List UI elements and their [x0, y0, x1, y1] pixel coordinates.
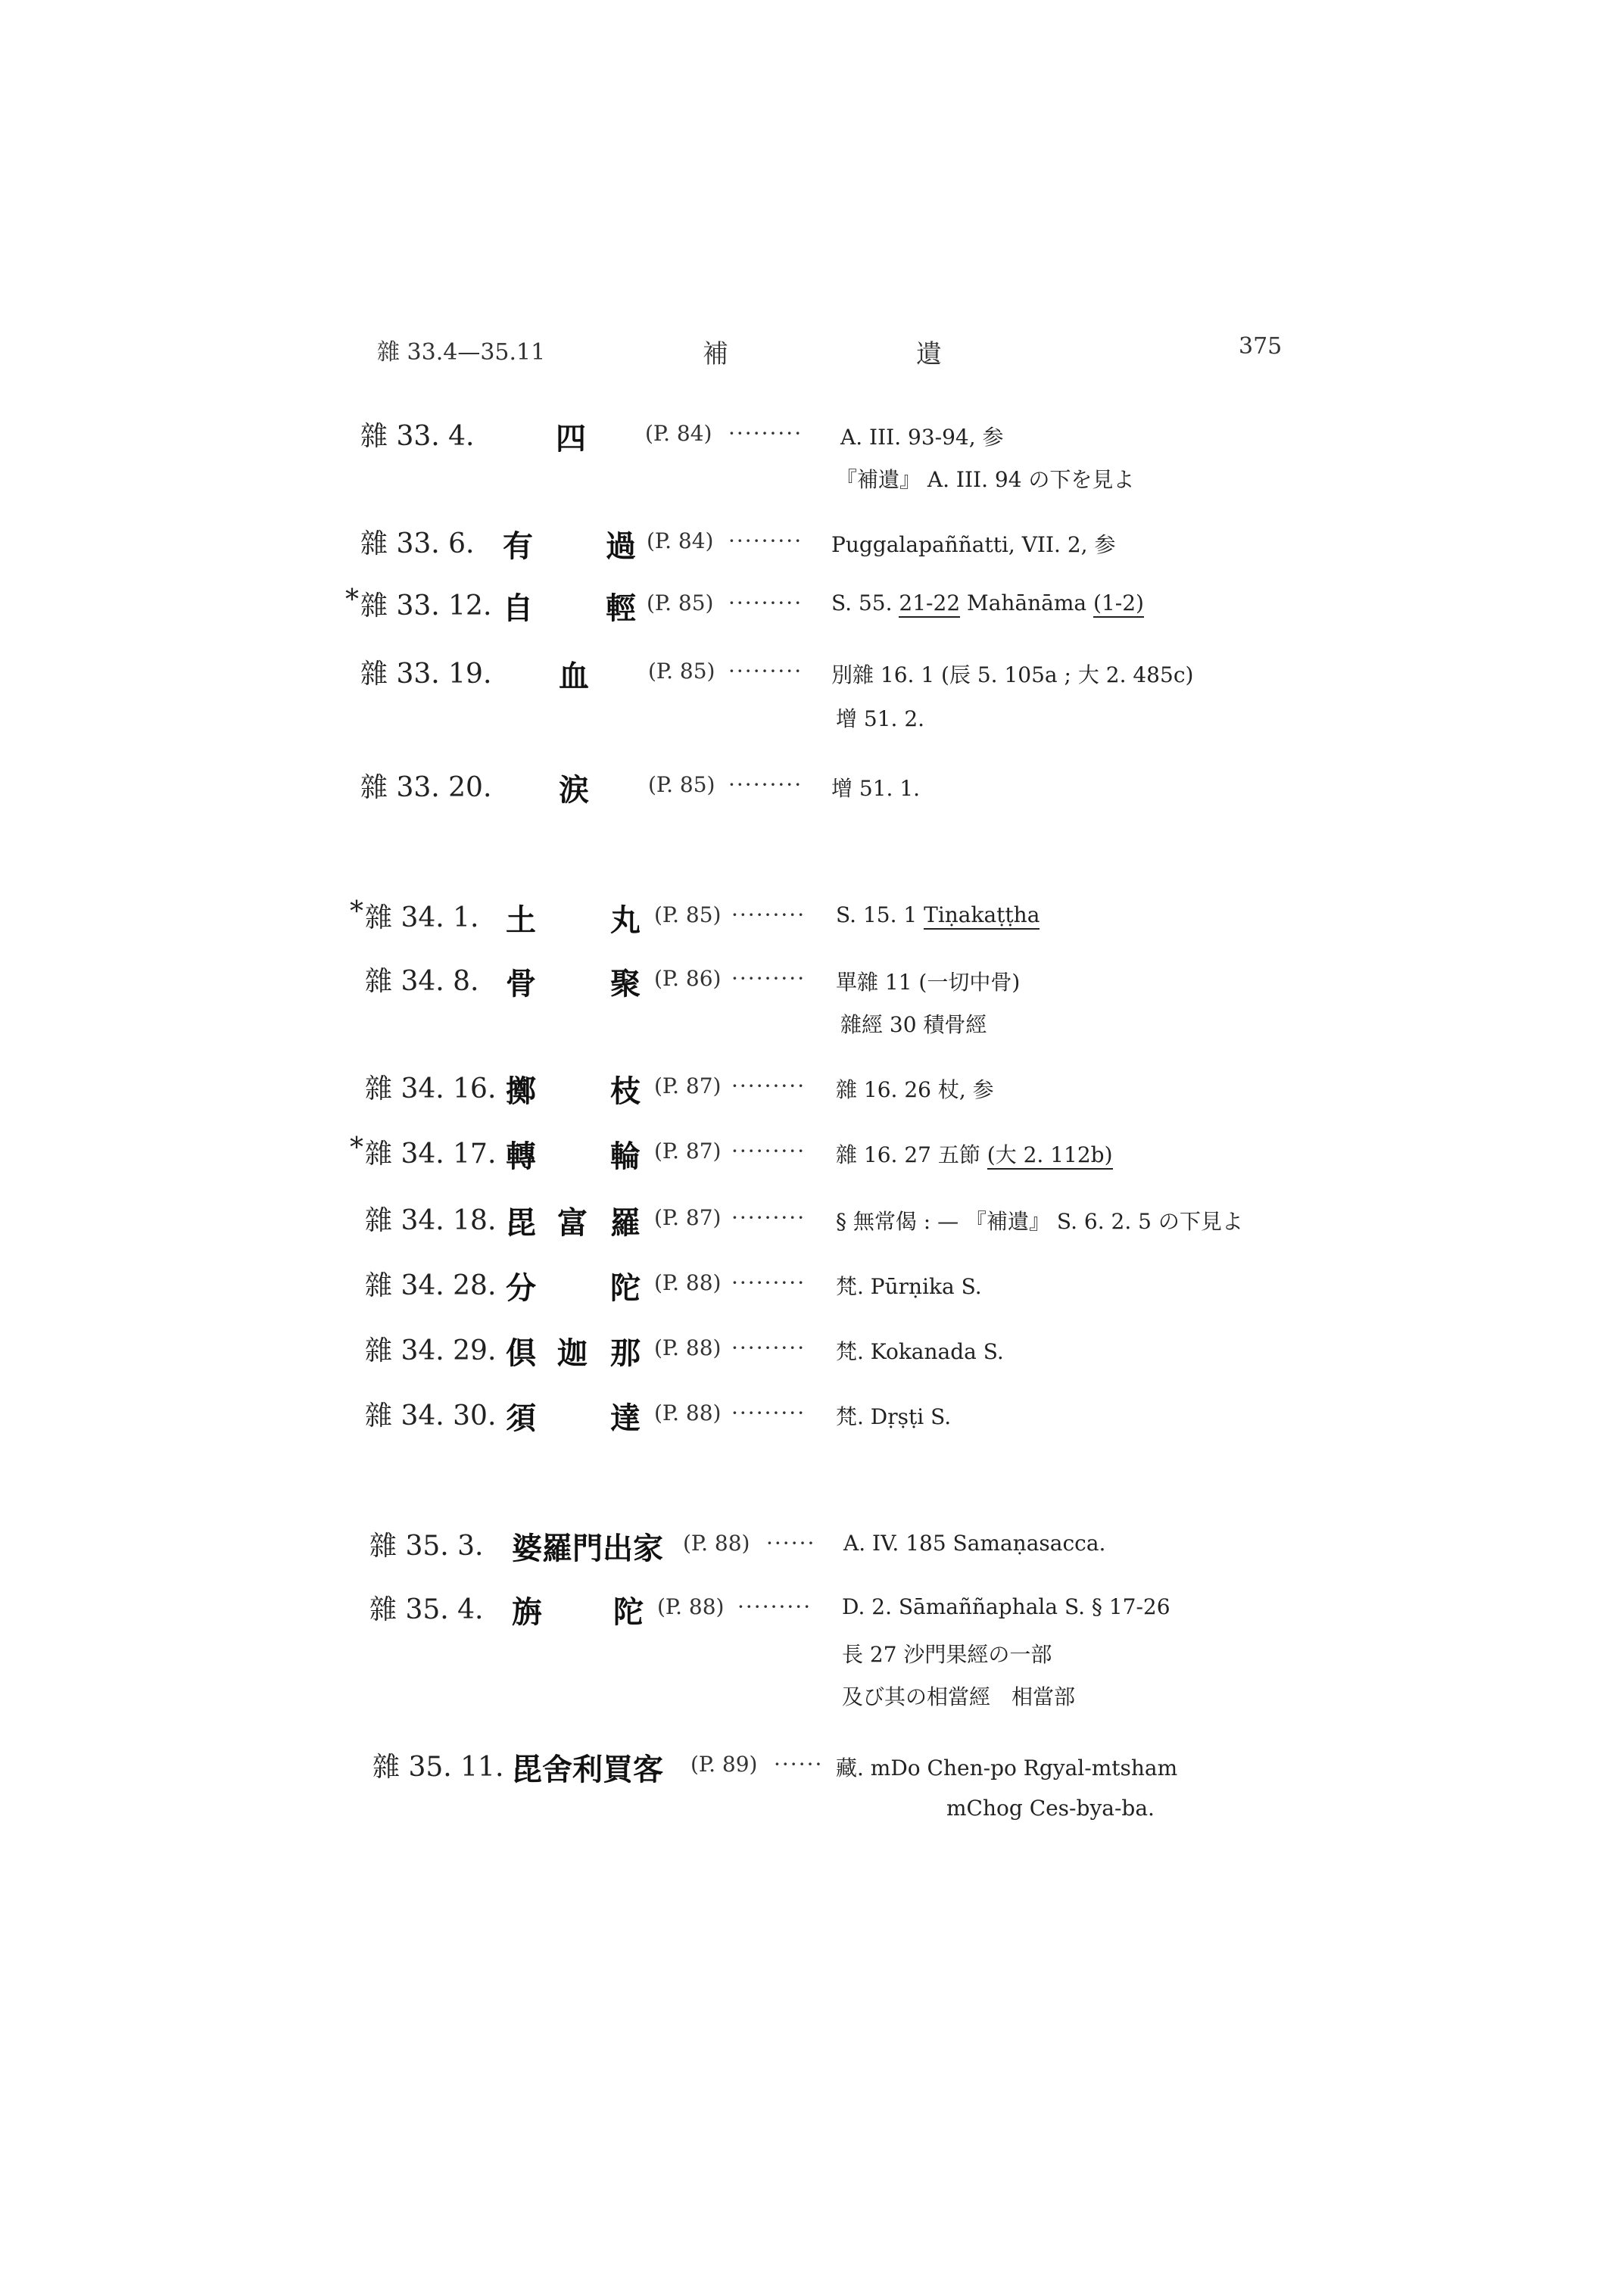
entry-reference: D. 2. Sāmaññaphala S. § 17-26: [842, 1594, 1170, 1619]
entry-page: (P. 85): [648, 659, 715, 684]
entry-number: 雜 34. 29.: [365, 1335, 497, 1366]
entry-title-2: 輕: [606, 590, 636, 626]
entry-title: 毘舍利買客: [512, 1752, 663, 1787]
leader-dots: ·········: [728, 659, 803, 684]
leader-dots: ······: [766, 1531, 816, 1556]
entry-marker: *: [345, 584, 359, 615]
entry-title-middle: 富: [557, 1205, 588, 1241]
entry-title-1: 倶: [506, 1335, 536, 1371]
entry-reference: 雜 16. 26 杖, 参: [836, 1077, 994, 1102]
leader-dots: ·········: [731, 1205, 806, 1230]
entry-title-1: 毘: [506, 1205, 536, 1241]
entry-title-2: 輪: [610, 1139, 641, 1174]
reference-underlined: (1-2): [1093, 590, 1144, 618]
reference-underlined: Tiṇakaṭṭha: [924, 902, 1040, 930]
entry-reference-continued: mChog Ces-bya-ba.: [946, 1796, 1155, 1821]
leader-dots: ·········: [731, 902, 806, 927]
entry-reference: 單雜 11 (一切中骨): [836, 970, 1021, 995]
entry-reference: 增 51. 1.: [831, 776, 921, 801]
entry-page: (P. 84): [647, 528, 714, 553]
entry-number: 雜 34. 8.: [365, 966, 479, 997]
entry-reference: 梵. Dṛṣṭi S.: [836, 1404, 952, 1429]
entry-number: 雜 35. 3.: [369, 1531, 484, 1562]
entry-title-1: 旃: [512, 1594, 542, 1630]
leader-dots: ······: [774, 1752, 824, 1777]
entry-page: (P. 88): [683, 1531, 750, 1556]
reference-text: S. 15. 1: [836, 902, 918, 927]
leader-dots: ·········: [737, 1594, 812, 1619]
entry-number: 雜 34. 28.: [365, 1270, 497, 1301]
reference-text: S. 55.: [831, 590, 893, 615]
entry-title-1: 擲: [506, 1073, 536, 1109]
entry-reference: 梵. Pūrṇika S.: [836, 1274, 982, 1299]
entry-title-2: 丸: [610, 902, 641, 938]
entry-title-2: 陀: [610, 1270, 641, 1306]
entry-number: 雜 33. 12.: [360, 590, 492, 622]
entry-title-1: 土: [506, 902, 536, 938]
entry-page: (P. 84): [645, 421, 712, 446]
entry-reference: Puggalapaññatti, VII. 2, 参: [831, 532, 1116, 557]
leader-dots: ·········: [731, 1139, 806, 1164]
entry-page: (P. 87): [654, 1073, 722, 1098]
entry-reference-continued: 『補遺』 A. III. 94 の下を見よ: [836, 467, 1135, 492]
entry-title-2: 聚: [610, 966, 641, 1002]
entry-title-2: 涙: [559, 772, 589, 808]
entry-reference: [836, 902, 1040, 927]
entry-number: 雜 34. 1.: [365, 902, 479, 933]
entry-marker: *: [350, 896, 363, 927]
entry-number: 雜 34. 18.: [365, 1205, 497, 1236]
entry-page: (P. 88): [654, 1335, 722, 1360]
leader-dots: ·········: [728, 590, 803, 615]
entry-number: 雜 34. 17.: [365, 1139, 497, 1170]
entry-title-middle: 迦: [557, 1335, 588, 1371]
entry-title-2: 達: [610, 1400, 641, 1436]
entry-page: (P. 87): [654, 1139, 722, 1164]
entry-number: 雜 35. 11.: [372, 1752, 504, 1783]
entry-number: 雜 34. 30.: [365, 1400, 497, 1432]
reference-underlined: (大 2. 112b): [987, 1142, 1113, 1170]
entry-title-2: 羅: [610, 1205, 641, 1241]
entry-reference: 梵. Kokanada S.: [836, 1339, 1004, 1364]
entry-page: (P. 87): [654, 1205, 722, 1230]
entry-reference-continued: 增 51. 2.: [836, 706, 925, 731]
running-header-left: 雜 33.4—35.11: [377, 339, 546, 366]
entry-reference-continued: 雜經 30 積骨經: [840, 1012, 987, 1037]
entry-page: (P. 88): [654, 1270, 722, 1295]
entry-reference-continued: 及び其の相當經 相當部: [842, 1684, 1076, 1709]
leader-dots: ·········: [728, 772, 803, 797]
entry-reference: [831, 590, 1144, 615]
entry-title-1: 分: [506, 1270, 536, 1306]
running-header-title-1: 補: [703, 339, 728, 369]
entry-number: 雜 34. 16.: [365, 1073, 497, 1104]
entry-page: (P. 85): [654, 902, 722, 927]
entry-title-2: 血: [559, 659, 589, 694]
entry-page: (P. 86): [654, 966, 722, 991]
entry-marker: *: [350, 1132, 363, 1164]
entry-reference: A. IV. 185 Samaṇasacca.: [843, 1531, 1106, 1556]
entry-title-1: 骨: [506, 966, 536, 1002]
leader-dots: ·········: [731, 1335, 806, 1360]
entry-title-2: 四: [556, 421, 586, 456]
entry-reference-continued: 長 27 沙門果經の一部: [842, 1642, 1052, 1667]
running-header-title-2: 遺: [916, 339, 942, 369]
entry-title-2: 那: [610, 1335, 641, 1371]
reference-text: Mahānāma: [967, 590, 1087, 615]
entry-reference: [836, 1139, 1113, 1169]
entry-number: 雜 33. 20.: [360, 772, 492, 803]
entry-reference: § 無常偈 : — 『補遺』 S. 6. 2. 5 の下見よ: [836, 1209, 1243, 1234]
entry-title-2: 陀: [613, 1594, 644, 1630]
entry-number: 雜 33. 6.: [360, 528, 475, 559]
entry-reference: A. III. 93-94, 参: [840, 425, 1004, 450]
leader-dots: ·········: [731, 1400, 806, 1425]
leader-dots: ·········: [728, 528, 803, 553]
entry-title: 婆羅門出家: [512, 1531, 663, 1566]
entry-title-1: 須: [506, 1400, 536, 1436]
reference-underlined: 21-22: [899, 590, 960, 618]
entry-reference: 別雜 16. 1 (辰 5. 105a ; 大 2. 485c): [831, 662, 1194, 687]
page-number: 375: [1239, 333, 1283, 360]
entry-page: (P. 88): [657, 1594, 725, 1619]
leader-dots: ·········: [728, 421, 803, 446]
reference-text: 雜 16. 27 五節: [836, 1142, 980, 1167]
leader-dots: ·········: [731, 966, 806, 991]
entry-page: (P. 85): [648, 772, 715, 797]
entry-reference: 藏. mDo Chen-po Rgyal-mtsham: [836, 1756, 1178, 1781]
entry-number: 雜 33. 19.: [360, 659, 492, 690]
entry-title-2: 過: [606, 528, 636, 564]
leader-dots: ·········: [731, 1270, 806, 1295]
entry-number: 雜 35. 4.: [369, 1594, 484, 1625]
entry-title-1: 自: [503, 590, 533, 626]
entry-number: 雜 33. 4.: [360, 421, 475, 452]
entry-page: (P. 85): [647, 590, 714, 615]
entry-page: (P. 88): [654, 1400, 722, 1425]
entry-title-1: 轉: [506, 1139, 536, 1174]
entry-title-1: 有: [503, 528, 533, 564]
entry-page: (P. 89): [690, 1752, 758, 1777]
leader-dots: ·········: [731, 1073, 806, 1098]
entry-title-2: 枝: [610, 1073, 641, 1109]
